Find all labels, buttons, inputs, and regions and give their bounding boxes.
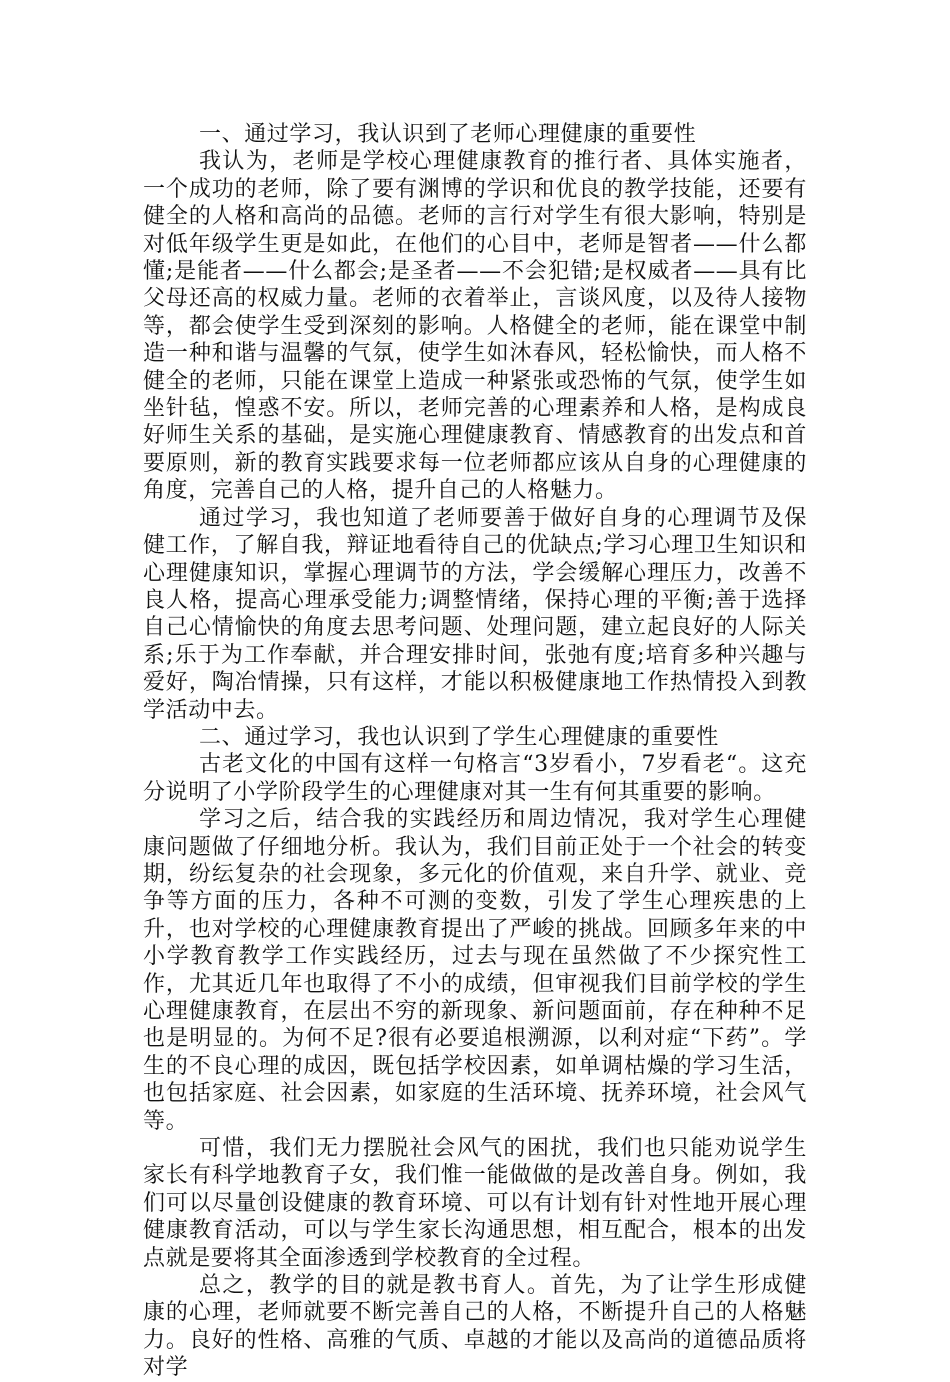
section-heading-student-mental-health: 二、通过学习，我也认识到了学生心理健康的重要性 (199, 724, 719, 750)
paragraph-teacher-role: 我认为，老师是学校心理健康教育的推行者、具体实施者，一个成功的老师，除了要有渊博的学识和优良的教学技能，还要有健全的人格和高尚的品德。老师的言行对学生有很大影响，特别是对低年级学生更是如此，在他们的心目中，老师是智者——什么都懂;是能者——什么都会;是圣者——不会犯错;是权威者——具有比父母还高的权威力量。老师的衣着举止，言谈风度，以及待人接物等，都会使学生受到深刻的影响。人格健全的老师，能在课堂中制造一种和谐与温馨的气氛，使学生如沐春风，轻松愉快，而人格不健全的老师，只能在课堂上造成一种紧张或恐怖的气氛，使学生如坐针毡，惶惑不安。所以，老师完善的心理素养和人格，是构成良好师生关系的基础，是实施心理健康教育、情感教育的出发点和首要原则，新的教育实践要求每一位老师都应该从自身的心理健康的角度，完善自己的人格，提升自己的人格魅力。 (143, 149, 807, 504)
paragraph-improve-self: 可惜，我们无力摆脱社会风气的困扰，我们也只能劝说学生家长有科学地教育子女，我们惟一能做做的是改善自身。例如，我们可以尽量创设健康的教育环境、可以有计划有针对性地开展心理健康教育活动，可以与学生家长沟通思想，相互配合，根本的出发点就是要将其全面渗透到学校教育的全过程。 (143, 1136, 807, 1271)
paragraph-conclusion: 总之，教学的目的就是教书育人。首先，为了让学生形成健康的心理，老师就要不断完善自己的人格，不断提升自己的人格魅力。良好的性格、高雅的气质、卓越的才能以及高尚的道德品质将对学 (143, 1273, 807, 1381)
paragraph-student-analysis: 学习之后，结合我的实践经历和周边情况，我对学生心理健康问题做了仔细地分析。我认为，我们目前正处于一个社会的转变期，纷纭复杂的社会现象，多元化的价值观，来自升学、就业、竞争等方面的压力，各种不可测的变数，引发了学生心理疾患的上升，也对学校的心理健康教育提出了严峻的挑战。回顾多年来的中小学教育教学工作实践经历，过去与现在虽然做了不少探究性工作，尤其近几年也取得了不小的成绩，但审视我们目前学校的学生心理健康教育，在层出不穷的新现象、新问题面前，存在种种不足也是明显的。为何不足?很有必要追根溯源，以利对症“下药”。学生的不良心理的成因，既包括学校因素，如单调枯燥的学习生活，也包括家庭、社会因素，如家庭的生活环境、抚养环境，社会风气等。 (143, 807, 807, 1134)
paragraph-teacher-self-adjustment: 通过学习，我也知道了老师要善于做好自身的心理调节及保健工作，了解自我，辩证地看待自己的优缺点;学习心理卫生知识和心理健康知识，掌握心理调节的方法，学会缓解心理压力，改善不良人格，提高心理承受能力;调整情绪，保持心理的平衡;善于选择自己心情愉快的角度去思考问题、处理问题，建立起良好的人际关系;乐于为工作奉献，并合理安排时间，张弛有度;培育多种兴趣与爱好，陶冶情操，只有这样，才能以积极健康地工作热情投入到教学活动中去。 (143, 505, 807, 723)
paragraph-proverb: 古老文化的中国有这样一句格言“3岁看小，7岁看老“。这充分说明了小学阶段学生的心理健康对其一生有何其重要的影响。 (143, 752, 807, 805)
document-body (143, 121, 807, 1382)
section-heading-teacher-mental-health: 一、通过学习，我认识到了老师心理健康的重要性 (199, 122, 697, 147)
